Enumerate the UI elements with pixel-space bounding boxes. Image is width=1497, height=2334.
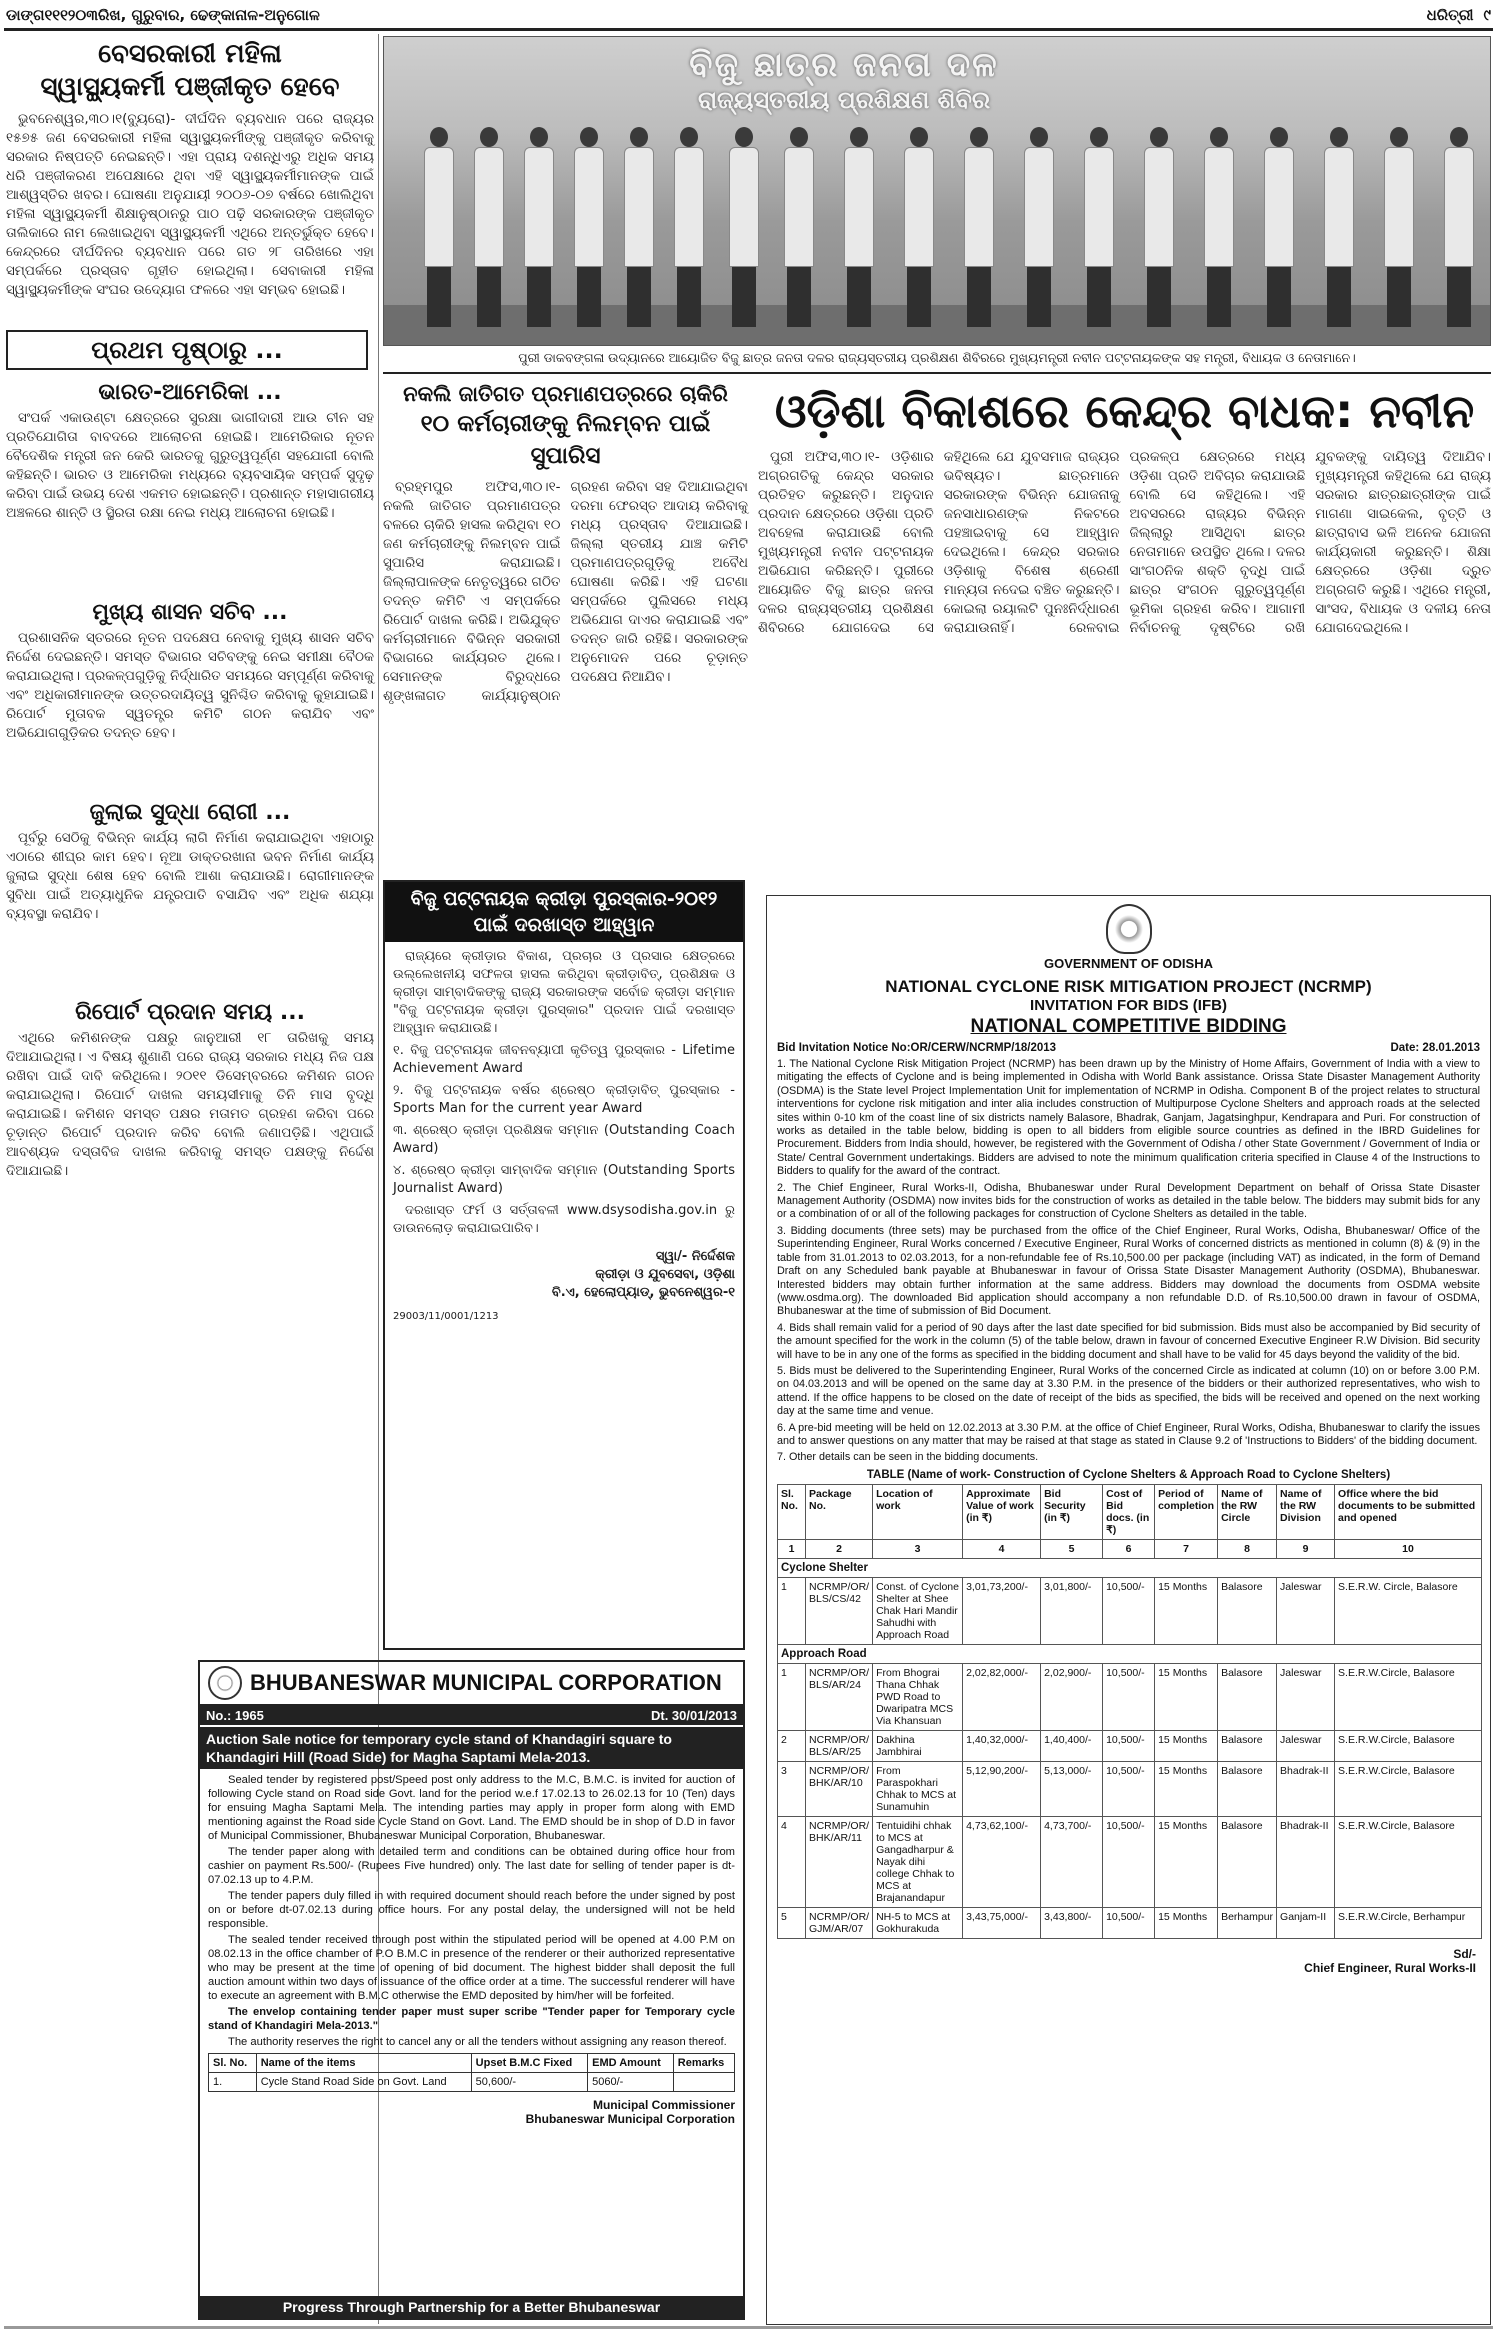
table-cell: 3,01,800/- <box>1041 1577 1103 1644</box>
notice-item: ୧. ବିଜୁ ପଟ୍ଟନାୟକ ଜୀବନବ୍ୟାପୀ କୃତିତ୍ୱ ପୁରସ୍କାର - Lifetime Achievement Award <box>393 1043 735 1076</box>
person-figure <box>1324 127 1354 327</box>
bid-date: Date: 28.01.2013 <box>1390 1042 1480 1054</box>
column-number-row <box>778 1539 1482 1558</box>
works-table <box>777 1484 1482 1939</box>
ncrmp-notice <box>766 895 1491 2325</box>
table-header: Upset B.M.C Fixed <box>471 2054 587 2073</box>
table-cell: Balasore <box>1218 1761 1277 1816</box>
table-cell: 15 Months <box>1155 1730 1218 1761</box>
table-header: Period of completion <box>1155 1484 1218 1539</box>
bmc-signature <box>208 2098 735 2126</box>
table-cell: 5,13,000/- <box>1041 1761 1103 1816</box>
table-cell: 5,12,90,200/- <box>963 1761 1041 1816</box>
bmc-header <box>200 1662 743 1706</box>
table-cell: Berhampur <box>1218 1907 1277 1938</box>
bid-point: 7. Other details can be seen in the bidding documents. <box>777 1451 1039 1464</box>
table-cell: 10,500/- <box>1103 1663 1155 1730</box>
bmc-para: The envelop containing tender paper must super scribe "Tender paper for Temporary cycle stand of Khandagiri Mela-2013." <box>208 2006 735 2032</box>
table-cell: 3,43,75,000/- <box>963 1907 1041 1938</box>
headline: ଓଡ଼ିଶା ବିକାଶରେ କେନ୍ଦ୍ର ବାଧକ: ନବୀନ <box>774 384 1475 438</box>
table-cell: Ganjam-II <box>1277 1907 1335 1938</box>
bid-point: 3. Bidding documents (three sets) may be purchased from the office of the Chief Engineer, Rural Works, Odisha, Bhubaneswar/ Office of the Superintending Engineer, Rural Works concerned / Executive Engineer, Rural Works of concerned districts as mentioned in column (8) & (9) in the table from 31.01.2013 to 02.03.2013, for a non-refundable fee of Rs.10,500.00 per package (including VAT) as indicated, in the form of Demand Draft on any Scheduled bank payable at Bhubaneswar in favour of Orissa State Disaster Management Authority (OSDMA), Bhubaneswar. Interested bidders may obtain further information at the same address. Bidders may download the documents from OSDMA website (www.osdma.org). The downloaded Bid application should accompany a non refundable D.D. of Rs.10,500.00 drawn in favour of OSDMA, Bhubaneswar at the time of submission of Bid Document. <box>777 1224 1480 1318</box>
table-header: Sl. No. <box>778 1484 806 1539</box>
article-title: ଜୁଲାଇ ସୁଦ୍ଧା ରୋଗୀ ... <box>89 800 291 825</box>
bmc-tagline: Progress Through Partnership for a Better Bhubaneswar <box>200 2296 743 2318</box>
notice-text: ରାଜ୍ୟରେ କ୍ରୀଡ଼ାର ବିକାଶ, ପ୍ରଚାର ଓ ପ୍ରସାର କ୍ଷେତ୍ରରେ ଉଲ୍ଲେଖନୀୟ ସଫଳତା ହାସଲ କରିଥିବା କ୍ରୀଡ଼ାବିତ୍, ପ୍ରଶିକ୍ଷକ ଓ କ୍ରୀଡ଼ା ସାମ୍ବାଦିକଙ୍କୁ ରାଜ୍ୟ ସରକାରଙ୍କ ସର୍ବୋଚ୍ଚ କ୍ରୀଡ଼ା ସମ୍ମାନ "ବିଜୁ ପଟ୍ଟନାୟକ କ୍ରୀଡ଼ା ପୁରସ୍କାର" ପ୍ରଦାନ ପାଇଁ ଦରଖାସ୍ତ ଆହ୍ୱାନ କରାଯାଉଛି। <box>393 949 735 1036</box>
table-row <box>778 1761 1482 1816</box>
person-figure <box>1384 127 1414 327</box>
table-header: Remarks <box>673 2054 734 2073</box>
bid-point: 5. Bids must be delivered to the Superintending Engineer, Rural Works of the concerned Circle as indicated at column (10) on or before 3.00 P.M. on 04.03.2013 and will be opened on the same day at 3.30 P.M. in the presence of the bidders or their authorized representatives, who wish to attend. If the office happens to be closed on the date of receipt of the bids as specified, the bids will be received and opened on the next working day at the same time and venue. <box>777 1364 1480 1418</box>
person-figure <box>729 127 759 327</box>
masthead-rule <box>4 28 1493 31</box>
project-title: NATIONAL CYCLONE RISK MITIGATION PROJECT (NCRMP) <box>885 977 1372 996</box>
table-cell: Cycle Stand Road Side on Govt. Land <box>256 2073 471 2092</box>
article-fake-caste <box>383 380 748 706</box>
person-figure <box>1144 127 1174 327</box>
table-cell: From Bhograi Thana Chhak PWD Road to Dwaripatra MCS Via Khansuan <box>873 1663 963 1730</box>
person-figure <box>674 127 704 327</box>
table-cell: 15 Months <box>1155 1907 1218 1938</box>
table-header: Package No. <box>806 1484 873 1539</box>
bid-point: 1. The National Cyclone Risk Mitigation Project (NCRMP) has been drawn up by the Ministry of Home Affairs, Government of India with a view to mitigating the effects of Cyclone and is being implemented in Odisha with World Bank assistance. Orissa State Disaster Management Authority (OSDMA) is the State level Project Implementation Unit for implementation of NCRMP in Odisha. Component B of the project relates to structural interventions for cyclone risk mitigation and inter alia includes construction of Multipurpose Cyclone Shelters and approach roads at the selected sites within 0-10 km of the coast line of six districts namely Balasore, Bhadrak, Ganjam, Jagatsinghpur, Kendrapara and Puri. For construction of works as detailed in the table below, bidding is open to all bidders from eligible source countries as defined in the IBRD Guidelines for Procurement. Bidders from India should, however, be registered with the Government of Odisha / other State Government / Government of India or State/ Central Government undertakings. Bidders are advised to note the minimum qualification criteria specified in Clause 4 of the Instructions to Bidders to qualify for the award of the contract. <box>777 1058 1480 1178</box>
table-cell: S.E.R.W.Circle, Balasore <box>1335 1730 1482 1761</box>
headline-2: ୧୦ କର୍ମଚାରୀଙ୍କୁ ନିଲମ୍ବନ ପାଇଁ ସୁପାରିସ <box>420 411 711 469</box>
article-report <box>6 1000 374 1185</box>
table-cell: S.E.R.W.Circle, Balasore <box>1335 1816 1482 1907</box>
table-header: Cost of Bid docs. (in ₹) <box>1103 1484 1155 1539</box>
table-cell: NCRMP/OR/ BLS/AR/24 <box>806 1663 873 1730</box>
ifb-title: INVITATION FOR BIDS (IFB) <box>1030 997 1227 1014</box>
article-text: ସଂପର୍କ ଏକାଉଣ୍ଟା କ୍ଷେତ୍ରରେ ସୁରକ୍ଷା ଭାଗୀଦାରୀ ଆଉ ଚୀନ ସହ ପ୍ରତିଯୋଗିତା ବାବଦରେ ଆଲୋଚନା ହୋଇଛି। ଆମେରିକାର ନୂତନ ବୈଦେଶିକ ମନ୍ତ୍ରୀ ଜନ କେରି ଭାରତକୁ ଗୁରୁତ୍ୱପୂର୍ଣ୍ଣ ସହଯୋଗୀ ବୋଲି କହିଛନ୍ତି। ଭାରତ ଓ ଆମେରିକା ମଧ୍ୟରେ ବ୍ୟବସାୟିକ ସମ୍ପର୍କ ସୁଦୃଢ଼ କରିବା ପାଇଁ ଉଭୟ ଦେଶ ଏକମତ ହୋଇଛନ୍ତି। ପ୍ରଶାନ୍ତ ମହାସାଗରୀୟ ଅଞ୍ଚଳରେ ଶାନ୍ତି ଓ ସ୍ଥିରତା ରକ୍ଷା ନେଇ ମଧ୍ୟ ଆଲୋଚନା ହୋଇଛି। <box>6 410 374 521</box>
bmc-para: The tender paper along with detailed term and conditions can be obtained during office hour from cashier on payment Rs.500/- (Rupees Five hundred) only. The last date for selling of tender paper is dt-07.02.13 up to 4.P.M. <box>208 1846 735 1886</box>
headline: ବେସରକାରୀ ମହିଳା <box>98 39 282 69</box>
works-table-title: TABLE (Name of work- Construction of Cyclone Shelters & Approach Road to Cyclone Shelters) <box>866 1468 1391 1481</box>
table-cell: NCRMP/OR/ BHK/AR/10 <box>806 1761 873 1816</box>
headline-2: ସ୍ୱାସ୍ଥ୍ୟକର୍ମୀ ପଞ୍ଜୀକୃତ ହେବେ <box>40 72 340 102</box>
person-figure <box>574 127 604 327</box>
person-figure <box>1024 127 1054 327</box>
person-figure <box>624 127 654 327</box>
table-cell: 4 <box>778 1816 806 1907</box>
table-row <box>778 1730 1482 1761</box>
article-body <box>6 829 374 924</box>
section-tag <box>1427 6 1491 24</box>
table-cell: 1. <box>209 2073 257 2092</box>
article-chief-secretary <box>6 600 374 747</box>
section-name: ଧରିତ୍ରୀ <box>1426 6 1474 24</box>
news-photo <box>383 36 1491 346</box>
person-figure <box>844 127 874 327</box>
person-figure <box>784 127 814 327</box>
table-cell: S.E.R.W.Circle, Balasore <box>1335 1663 1482 1730</box>
table-cell: 1 <box>778 1539 806 1558</box>
article-body <box>6 1029 374 1181</box>
odisha-emblem-icon <box>1106 904 1152 954</box>
person-figure <box>524 127 554 327</box>
table-cell: Jaleswar <box>1277 1730 1335 1761</box>
table-cell: 15 Months <box>1155 1577 1218 1644</box>
article-naveen <box>758 380 1491 808</box>
caption-rule <box>383 372 1491 374</box>
bmc-logo-icon <box>208 1666 242 1700</box>
article-body <box>6 629 374 743</box>
article-text: ପ୍ରଶାସନିକ ସ୍ତରରେ ନୂତନ ପଦକ୍ଷେପ ନେବାକୁ ମୁଖ୍ୟ ଶାସନ ସଚିବ ନିର୍ଦ୍ଦେଶ ଦେଇଛନ୍ତି। ସମସ୍ତ ବିଭାଗର ସଚିବଙ୍କୁ ନେଇ ସମୀକ୍ଷା ବୈଠକ କରାଯାଇଥିଲା। ପ୍ରକଳ୍ପଗୁଡ଼ିକୁ ନିର୍ଦ୍ଧାରିତ ସମୟରେ ସମ୍ପୂର୍ଣ୍ଣ କରିବାକୁ ଏବଂ ଅଧିକାରୀମାନଙ୍କ ଉତ୍ତରଦାୟିତ୍ୱ ସୁନିଶ୍ଚିତ କରିବାକୁ କୁହାଯାଇଛି। ରିପୋର୍ଟ ମୁତାବକ ସ୍ୱତନ୍ତ୍ର କମିଟି ଗଠନ କରାଯିବ ଏବଂ ଅଭିଯୋଗଗୁଡ଼ିକର ତଦନ୍ତ ହେବ। <box>6 630 374 741</box>
table-cell: 6 <box>1103 1539 1155 1558</box>
address: ବି.ଏ, ହେଲୋପ୍ୟାଡ୍, ଭୁବନେଶ୍ୱର-୧ <box>551 1285 735 1300</box>
group-row <box>778 1558 1482 1577</box>
notice-item: ୪. ଶ୍ରେଷ୍ଠ କ୍ରୀଡ଼ା ସାମ୍ବାଦିକ ସମ୍ମାନ (Outstanding Sports Journalist Award) <box>393 1163 735 1196</box>
table-header: Name of the RW Division <box>1277 1484 1335 1539</box>
bmc-para: The sealed tender received through post within the stipulated period will be opened at 4.00 P.M on 08.02.13 in the office chamber of P.O B.M.C in presence of the renderer or their authorized representative who may be present at the time of opening of bid document. The highest bidder shall deposit the full auction amount within two days of issuance of the office order at a time. The successful renderer will have to execute an agreement with B.M.C otherwise the EMD deposited by him/her will be forfeited. <box>208 1934 735 2002</box>
article-india-us <box>6 380 374 527</box>
table-cell: 5 <box>778 1907 806 1938</box>
table-cell: Jaleswar <box>1277 1663 1335 1730</box>
notice-footer: ଦରଖାସ୍ତ ଫର୍ମ ଓ ସର୍ତ୍ତାବଳୀ www.dsysodisha.gov.in ରୁ ଡାଉନଲୋଡ଼ କରାଯାଇପାରିବ। <box>393 1203 735 1236</box>
article-text: ବ୍ରହ୍ମପୁର ଅଫିସ,୩୦।୧- ନକଲି ଜାତିଗତ ପ୍ରମାଣପତ୍ର ବଳରେ ଚାକିରି ହାସଲ କରିଥିବା ୧୦ ଜଣ କର୍ମଚାରୀଙ୍କୁ ନିଲମ୍ବନ ପାଇଁ ସୁପାରିସ କରାଯାଇଛି। ଜିଲ୍ଲାପାଳଙ୍କ ନେତୃତ୍ୱରେ ଗଠିତ ତଦନ୍ତ କମିଟି ଏ ସମ୍ପର୍କରେ ରିପୋର୍ଟ ଦାଖଲ କରିଛି। ଅଭିଯୁକ୍ତ କର୍ମଚାରୀମାନେ ବିଭିନ୍ନ ସରକାରୀ ବିଭାଗରେ କାର୍ଯ୍ୟରତ ଥିଲେ। ସେମାନଙ୍କ ବିରୁଦ୍ଧରେ ଶୃଙ୍ଖଳାଗତ କାର୍ଯ୍ୟାନୁଷ୍ଠାନ ଗ୍ରହଣ କରିବା ସହ ଦିଆଯାଇଥିବା ଦରମା ଫେରସ୍ତ ଆଦାୟ କରିବାକୁ ମଧ୍ୟ ପ୍ରସ୍ତାବ ଦିଆଯାଇଛି। ଜିଲ୍ଲା ସ୍ତରୀୟ ଯାଞ୍ଚ କମିଟି ପ୍ରମାଣପତ୍ରଗୁଡ଼ିକୁ ଅବୈଧ ଘୋଷଣା କରିଛି। ଏହି ଘଟଣା ସମ୍ପର୍କରେ ପୁଲିସରେ ମଧ୍ୟ ଅଭିଯୋଗ ଦାଏର କରାଯାଇଛି ଏବଂ ତଦନ୍ତ ଜାରି ରହିଛି। ସରକାରଙ୍କ ଅନୁମୋଦନ ପରେ ଚୂଡ଼ାନ୍ତ ପଦକ୍ଷେପ ନିଆଯିବ। <box>383 479 748 704</box>
banner-line-1: ବିଜୁ ଛାତ୍ର ଜନତା ଦଳ <box>689 45 999 85</box>
table-cell: 4,73,62,100/- <box>963 1816 1041 1907</box>
masthead <box>6 4 1491 26</box>
table-cell: S.E.R.W.Circle, Berhampur <box>1335 1907 1482 1938</box>
table-cell: From Paraspokhari Chhak to MCS at Sunamuhin <box>873 1761 963 1816</box>
person-figure <box>474 127 504 327</box>
article-july <box>6 800 374 928</box>
table-cell: Balasore <box>1218 1730 1277 1761</box>
ncrmp-signature <box>767 1939 1490 1975</box>
bid-point: 2. The Chief Engineer, Rural Works-II, Odisha, Bhubaneswar under Rural Development Department on behalf of Orissa State Disaster Management Authority (OSDMA) now invites bids for the construction of works as detailed in the table below. The bidders may submit bids for any or a combination of or all of the following packages for construction of Cyclone Shelters as detailed in the table. <box>777 1181 1480 1221</box>
table-row <box>778 1907 1482 1938</box>
notice-code: 29003/11/0001/1213 <box>393 1311 499 1322</box>
table-header: Name of the RW Circle <box>1218 1484 1277 1539</box>
bmc-body <box>200 1769 743 2130</box>
table-cell: 10 <box>1335 1539 1482 1558</box>
article-title: ମୁଖ୍ୟ ଶାସନ ସଚିବ ... <box>92 600 288 625</box>
table-header: Sl. No. <box>209 2054 257 2073</box>
bmc-table <box>208 2053 735 2092</box>
bmc-org: BHUBANESWAR MUNICIPAL CORPORATION <box>250 1670 722 1695</box>
table-cell: Jaleswar <box>1277 1577 1335 1644</box>
bmc-title: Auction Sale notice for temporary cycle stand of Khandagiri square to Khandagiri Hill (Road Side) for Magha Saptami Mela-2013. <box>200 1727 743 1769</box>
table-header: Office where the bid documents to be submitted and opened <box>1335 1484 1482 1539</box>
person-figure <box>1264 127 1294 327</box>
article-text: ପୂର୍ବରୁ ସେଠିକୁ ବିଭିନ୍ନ କାର୍ଯ୍ୟ ଲାଗି ନିର୍ମାଣ କରାଯାଇଥିବା ଏହାଠାରୁ ଏଠାରେ ଶୀଘ୍ର କାମ ହେବ। ନୂଆ ଡାକ୍ତରଖାନା ଭବନ ନିର୍ମାଣ କାର୍ଯ୍ୟ ଜୁଲାଇ ସୁଦ୍ଧା ଶେଷ ହେବ ବୋଲି ଆଶା କରାଯାଉଛି। ରୋଗୀମାନଙ୍କ ସୁବିଧା ପାଇଁ ଅତ୍ୟାଧୁନିକ ଯନ୍ତ୍ରପାତି ବସାଯିବ ଏବଂ ଅଧିକ ଶଯ୍ୟା ବ୍ୟବସ୍ଥା କରାଯିବ। <box>6 830 374 922</box>
table-cell: Const. of Cyclone Shelter at Shee Chak Hari Mandir Sahudhi with Approach Road <box>873 1577 963 1644</box>
sign-line: Chief Engineer, Rural Works-II <box>1304 1960 1476 1975</box>
page-number: ୯ <box>1483 6 1491 24</box>
bmc-para: Sealed tender by registered post/Speed post only address to the M.C, B.M.C. is invited for auction of following Cycle stand on Road side Govt. land for the period w.e.f 17.02.13 to 26.02.13 for 10 (Ten) days for ensuing Magha Saptami Mela. The intending parties may apply in proper form along with EMD mentioning against the Road side Cycle Stand on Govt. Land. The EMD should be in shop of D.D in favor of Municipal Commissioner, Bhubaneswar Municipal Corporation, Bhubaneswar. <box>208 1774 735 1842</box>
table-cell: 3 <box>873 1539 963 1558</box>
banner <box>534 45 1154 115</box>
table-cell: 2,02,82,000/- <box>963 1663 1041 1730</box>
table-cell: Balasore <box>1218 1577 1277 1644</box>
table-cell: 10,500/- <box>1103 1577 1155 1644</box>
group-row <box>778 1644 1482 1663</box>
table-header: Approximate Value of work (in ₹) <box>963 1484 1041 1539</box>
article-body <box>6 409 374 523</box>
table-cell: 15 Months <box>1155 1761 1218 1816</box>
table-cell: 4 <box>963 1539 1041 1558</box>
table-header-row <box>209 2054 735 2073</box>
table-cell: 1,40,32,000/- <box>963 1730 1041 1761</box>
article-body <box>6 110 374 300</box>
notice-item: ୩. ଶ୍ରେଷ୍ଠ କ୍ରୀଡ଼ା ପ୍ରଶିକ୍ଷକ ସମ୍ମାନ (Outstanding Coach Award) <box>393 1123 735 1156</box>
table-cell: Bhadrak-II <box>1277 1816 1335 1907</box>
table-header: Name of the items <box>256 2054 471 2073</box>
article-text: ଏଥିରେ କମିଶନଙ୍କ ପକ୍ଷରୁ ଜାନୁଆରୀ ୧୮ ତାରିଖକୁ ସମୟ ଦିଆଯାଇଥିଲା। ଏ ବିଷୟ ଶୁଣାଣି ପରେ ରାଜ୍ୟ ସରକାର ମଧ୍ୟ ନିଜ ପକ୍ଷ ରଖିବା ପାଇଁ ଦାବି କରିଥିଲେ। ୨୦୧୧ ଡିସେମ୍ବରରେ କମିଶନ ଗଠନ କରାଯାଇଥିଲା। ରିପୋର୍ଟ ଦାଖଲ ସମୟସୀମାକୁ ତିନି ମାସ ବୃଦ୍ଧି କରାଯାଇଛି। କମିଶନ ସମସ୍ତ ପକ୍ଷର ମତାମତ ଗ୍ରହଣ କରିବା ପରେ ଚୂଡ଼ାନ୍ତ ରିପୋର୍ଟ ପ୍ରଦାନ କରିବ ବୋଲି ଜଣାପଡ଼ିଛି। ଏଥିପାଇଁ ଆବଶ୍ୟକ ଦସ୍ତାବିଜ ଦାଖଲ କରିବାକୁ ସମସ୍ତ ପକ୍ଷଙ୍କୁ ନିର୍ଦ୍ଦେଶ ଦିଆଯାଇଛି। <box>6 1030 374 1179</box>
table-cell: NCRMP/OR/ BLS/CS/42 <box>806 1577 873 1644</box>
table-header: EMD Amount <box>588 2054 674 2073</box>
table-cell: 2,02,900/- <box>1041 1663 1103 1730</box>
bid-notice-no: Bid Invitation Notice No:OR/CERW/NCRMP/18/2013 <box>777 1042 1057 1054</box>
bmc-para: The authority reserves the right to cancel any or all the tenders without assigning any reason thereof. <box>228 2036 727 2048</box>
article-text: ପୁରୀ ଅଫିସ,୩୦।୧- ଓଡ଼ିଶାର ଅଗ୍ରଗତିକୁ କେନ୍ଦ୍ର ସରକାର ପ୍ରତିହତ କରୁଛନ୍ତି। ଅନୁଦାନ ପ୍ରଦାନ କ୍ଷେତ୍ରରେ ଓଡ଼ିଶା ପ୍ରତି ଅବହେଳା କରାଯାଉଛି ବୋଲି ମୁଖ୍ୟମନ୍ତ୍ରୀ ନବୀନ ପଟ୍ଟନାୟକ ଅଭିଯୋଗ କରିଛନ୍ତି। ପୁରୀରେ ଆୟୋଜିତ ବିଜୁ ଛାତ୍ର ଜନତା ଦଳର ରାଜ୍ୟସ୍ତରୀୟ ପ୍ରଶିକ୍ଷଣ ଶିବିରରେ ଯୋଗଦେଇ ସେ କହିଥିଲେ ଯେ ଯୁବସମାଜ ରାଜ୍ୟର ଭବିଷ୍ୟତ। ଛାତ୍ରମାନେ ସରକାରଙ୍କ ବିଭିନ୍ନ ଯୋଜନାକୁ ଜନସାଧାରଣଙ୍କ ନିକଟରେ ପହଞ୍ଚାଇବାକୁ ସେ ଆହ୍ୱାନ ଦେଇଥିଲେ। କେନ୍ଦ୍ର ସରକାର ଓଡ଼ିଶାକୁ ବିଶେଷ ଶ୍ରେଣୀ ମାନ୍ୟତା ନଦେଇ ବଞ୍ଚିତ କରୁଛନ୍ତି। କୋଇଲା ରୟାଲଟି ପୁନଃନିର୍ଦ୍ଧାରଣ କରାଯାଉନାହିଁ। ରେଳବାଇ ପ୍ରକଳ୍ପ କ୍ଷେତ୍ରରେ ମଧ୍ୟ ଓଡ଼ିଶା ପ୍ରତି ଅବିଚାର କରାଯାଉଛି ବୋଲି ସେ କହିଥିଲେ। ଏହି ଅବସରରେ ରାଜ୍ୟର ବିଭିନ୍ନ ଜିଲ୍ଲାରୁ ଆସିଥିବା ଛାତ୍ର ନେତାମାନେ ଉପସ୍ଥିତ ଥିଲେ। ଦଳର ସାଂଗଠନିକ ଶକ୍ତି ବୃଦ୍ଧି ପାଇଁ ଛାତ୍ର ସଂଗଠନ ଗୁରୁତ୍ୱପୂର୍ଣ୍ଣ ଭୂମିକା ଗ୍ରହଣ କରିବ। ଆଗାମୀ ନିର୍ବାଚନକୁ ଦୃଷ୍ଟିରେ ରଖି ଯୁବକଙ୍କୁ ଦାୟିତ୍ୱ ଦିଆଯିବ। ମୁଖ୍ୟମନ୍ତ୍ରୀ କହିଥିଲେ ଯେ ରାଜ୍ୟ ସରକାର ଛାତ୍ରଛାତ୍ରୀଙ୍କ ପାଇଁ ମାଗଣା ସାଇକେଲ, ବୃତ୍ତି ଓ ଛାତ୍ରାବାସ ଭଳି ଅନେକ ଯୋଜନା କାର୍ଯ୍ୟକାରୀ କରୁଛନ୍ତି। ଶିକ୍ଷା କ୍ଷେତ୍ରରେ ଓଡ଼ିଶା ଦ୍ରୁତ ଅଗ୍ରଗତି କରୁଛି। ଏଥିରେ ମନ୍ତ୍ରୀ, ସାଂସଦ, ବିଧାୟକ ଓ ଦଳୀୟ ନେତା ଯୋଗଦେଇଥିଲେ। <box>758 449 1491 636</box>
table-cell: NCRMP/OR/ BLS/AR/25 <box>806 1730 873 1761</box>
sign-line: Sd/- <box>1453 1946 1476 1961</box>
person-figure <box>1084 127 1114 327</box>
person-figure <box>904 127 934 327</box>
table-cell: 5 <box>1041 1539 1103 1558</box>
table-cell: Bhadrak-II <box>1277 1761 1335 1816</box>
table-cell: Dakhina Jambhirai <box>873 1730 963 1761</box>
group-label: Cyclone Shelter <box>778 1558 1482 1577</box>
sports-notice <box>383 880 745 1650</box>
table-cell: 1,40,400/- <box>1041 1730 1103 1761</box>
notice-signature <box>393 1248 735 1302</box>
table-cell: NCRMP/OR/ BHK/AR/11 <box>806 1816 873 1907</box>
photo-caption: ପୁରୀ ଡାକବଙ୍ଗଳା ଉଦ୍ୟାନରେ ଆୟୋଜିତ ବିଜୁ ଛାତ୍ର ଜନତା ଦଳର ରାଜ୍ୟସ୍ତରୀୟ ପ୍ରଶିକ୍ଷଣ ଶିବିରରେ ମୁଖ୍ୟମନ୍ତ୍ରୀ ନବୀନ ପଟ୍ଟନାୟକଙ୍କ ସହ ମନ୍ତ୍ରୀ, ବିଧାୟକ ଓ ନେତାମାନେ। <box>518 350 1356 365</box>
article-title: ରିପୋର୍ଟ ପ୍ରଦାନ ସମୟ ... <box>75 1000 305 1025</box>
table-cell: 10,500/- <box>1103 1730 1155 1761</box>
article-title: ଭାରତ-ଆମେରିକା ... <box>98 380 282 405</box>
table-cell: Balasore <box>1218 1663 1277 1730</box>
article-body <box>383 478 748 706</box>
bmc-notice <box>198 1660 745 2320</box>
table-cell: 4,73,700/- <box>1041 1816 1103 1907</box>
front-page-box: ପ୍ରଥମ ପୃଷ୍ଠାରୁ ... <box>6 330 368 370</box>
table-cell: 50,600/- <box>471 2073 587 2092</box>
table-cell: 9 <box>1277 1539 1335 1558</box>
table-cell: NH-5 to MCS at Gokhurakuda <box>873 1907 963 1938</box>
bmc-date: Dt. 30/01/2013 <box>650 1708 737 1723</box>
bmc-meta <box>200 1706 743 1725</box>
table-cell: 5060/- <box>588 2073 674 2092</box>
bid-point: 4. Bids shall remain valid for a period of 90 days after the last date specified for bid submission. Bids must also be accompanied by Bid security of the amount specified for the work in the column (5) of the table below, drawn in favour of concerned Executive Engineer R.W Division. Bid security will have to be in any one of the forms as specified in the bidding document and shall have to be valid for 45 days beyond the validity of the bid. <box>777 1321 1480 1361</box>
table-cell: 10,500/- <box>1103 1816 1155 1907</box>
table-cell: 3,43,800/- <box>1041 1907 1103 1938</box>
footer-rule <box>4 2326 1493 2329</box>
table-cell: Balasore <box>1218 1816 1277 1907</box>
banner-line-2: ରାଜ୍ୟସ୍ତରୀୟ ପ୍ରଶିକ୍ଷଣ ଶିବିର <box>697 86 991 114</box>
sign-line: Municipal Commissioner <box>592 2098 735 2112</box>
table-cell: 15 Months <box>1155 1663 1218 1730</box>
bid-meta <box>767 1038 1490 1058</box>
notice-title-2: ପାଇଁ ଦରଖାସ୍ତ ଆହ୍ୱାନ <box>473 914 655 936</box>
table-cell: S.E.R.W.Circle, Balasore <box>1335 1761 1482 1816</box>
article-body <box>758 448 1491 808</box>
gov-title: GOVERNMENT OF ODISHA <box>1043 956 1213 971</box>
article-text: ଭୁବନେଶ୍ୱର,୩୦।୧(ବ୍ୟୁରୋ)- ଦୀର୍ଘଦିନ ବ୍ୟବଧାନ ପରେ ରାଜ୍ୟର ୧୫୭୫ ଜଣ ବେସରକାରୀ ମହିଳା ସ୍ୱାସ୍ଥ୍ୟକର୍ମୀଙ୍କୁ ପଞ୍ଜୀକୃତ କରିବାକୁ ସରକାର ନିଷ୍ପତ୍ତି ନେଇଛନ୍ତି। ଏହା ପ୍ରାୟ ଦଶନ୍ଧିଏରୁ ଅଧିକ ସମୟ ଧରି ପଞ୍ଜୀକରଣ ଅପେକ୍ଷାରେ ଥିବା ଏହି ସ୍ୱାସ୍ଥ୍ୟକର୍ମୀମାନଙ୍କ ପାଇଁ ଆଶ୍ୱସ୍ତିର ଖବର। ଘୋଷଣା ଅନୁଯାୟୀ ୨୦୦୬-୦୭ ବର୍ଷରେ ଖୋଲିଥିବା ମହିଳା ସ୍ୱାସ୍ଥ୍ୟକର୍ମୀ ଶିକ୍ଷାନୁଷ୍ଠାନରୁ ପାଠ ପଢ଼ି ସରକାରଙ୍କ ପଞ୍ଜୀକୃତ ତାଲିକାରେ ନାମ ଲେଖାଇଥିବା ସ୍ୱାସ୍ଥ୍ୟକର୍ମୀ ଏଥିରେ ଅନ୍ତର୍ଭୁକ୍ତ ହେବେ। କେନ୍ଦ୍ରରେ ଦୀର୍ଘଦିନର ବ୍ୟବଧାନ ପରେ ଗତ ୨୮ ତାରିଖରେ ଏହା ସମ୍ପର୍କରେ ପ୍ରସ୍ତାବ ଗୃହୀତ ହୋଇଥିଲା। ସେବାକାରୀ ମହିଳା ସ୍ୱାସ୍ଥ୍ୟକର୍ମୀଙ୍କ ସଂଘର ଉଦ୍ୟୋଗ ଫଳରେ ଏହା ସମ୍ଭବ ହୋଇଛି। <box>6 111 374 298</box>
table-cell: 10,500/- <box>1103 1907 1155 1938</box>
ncrmp-points <box>767 1058 1490 1465</box>
table-cell: Tentuidihi chhak to MCS at Gangadharpur & Nayak dihi college Chhak to MCS at Brajanandapur <box>873 1816 963 1907</box>
notice-header <box>385 882 743 942</box>
table-cell: NCRMP/OR/ GJM/AR/07 <box>806 1907 873 1938</box>
notice-item: ୨. ବିଜୁ ପଟ୍ଟନାୟକ ବର୍ଷର ଶ୍ରେଷ୍ଠ କ୍ରୀଡ଼ାବିତ୍ ପୁରସ୍କାର - Sports Man for the current year Award <box>393 1083 735 1116</box>
table-row <box>778 1816 1482 1907</box>
person-figure <box>1204 127 1234 327</box>
table-row <box>778 1663 1482 1730</box>
date-line: ଡାଙ୍ଗ୧୧୧୨୦୩ରିଖ, ଗୁରୁବାର, ଢେଙ୍କାନାଳ-ଅନୁଗୋଳ <box>6 6 320 24</box>
table-cell: 1 <box>778 1577 806 1644</box>
table-cell: 1 <box>778 1663 806 1730</box>
notice-title-1: ବିଜୁ ପଟ୍ଟନାୟକ କ୍ରୀଡ଼ା ପୁରସ୍କାର-୨୦୧୨ <box>410 888 718 910</box>
table-cell: 3 <box>778 1761 806 1816</box>
table-cell: 3,01,73,200/- <box>963 1577 1041 1644</box>
notice-body <box>385 942 743 1332</box>
headline: ନକଲି ଜାତିଗତ ପ୍ରମାଣପତ୍ରରେ ଚାକିରି <box>403 382 728 406</box>
ncb-title: NATIONAL COMPETITIVE BIDDING <box>970 1016 1287 1037</box>
bmc-no: No.: 1965 <box>206 1708 264 1723</box>
table-header: Location of work <box>873 1484 963 1539</box>
table-cell: 8 <box>1218 1539 1277 1558</box>
table-cell: 7 <box>1155 1539 1218 1558</box>
person-figure <box>1444 127 1474 327</box>
person-figure <box>424 127 454 327</box>
table-cell: 15 Months <box>1155 1816 1218 1907</box>
bmc-para: The tender papers duly filled in with required document should reach before the under signed by post on or before dt-07.02.13 during office hours. For any postal delay, the undersigned will not be held responsible. <box>208 1890 735 1930</box>
table-row <box>209 2073 735 2092</box>
table-header-row <box>778 1484 1482 1539</box>
bid-point: 6. A pre-bid meeting will be held on 12.02.2013 at 3.30 P.M. at the office of Chief Engineer, Rural Works, Odisha, Bhubaneswar to clarify the issues and to answer questions on any matter that may be raised at that stage as stated in Clause 9.2 of 'Instructions to Bidders' of the bidding document. <box>777 1421 1480 1447</box>
sign-line: Bhubaneswar Municipal Corporation <box>525 2112 735 2126</box>
signatory: ସ୍ୱା/- ନିର୍ଦ୍ଦେଶକ <box>655 1249 735 1264</box>
table-cell <box>673 2073 734 2092</box>
person-figure <box>964 127 994 327</box>
table-header: Bid Security (in ₹) <box>1041 1484 1103 1539</box>
table-cell: 10,500/- <box>1103 1761 1155 1816</box>
table-cell: S.E.R.W. Circle, Balasore <box>1335 1577 1482 1644</box>
table-cell: 2 <box>806 1539 873 1558</box>
article-private-health <box>6 38 374 304</box>
department: କ୍ରୀଡ଼ା ଓ ଯୁବସେବା, ଓଡ଼ିଶା <box>595 1267 735 1282</box>
table-row <box>778 1577 1482 1644</box>
group-label: Approach Road <box>778 1644 1482 1663</box>
table-cell: 2 <box>778 1730 806 1761</box>
